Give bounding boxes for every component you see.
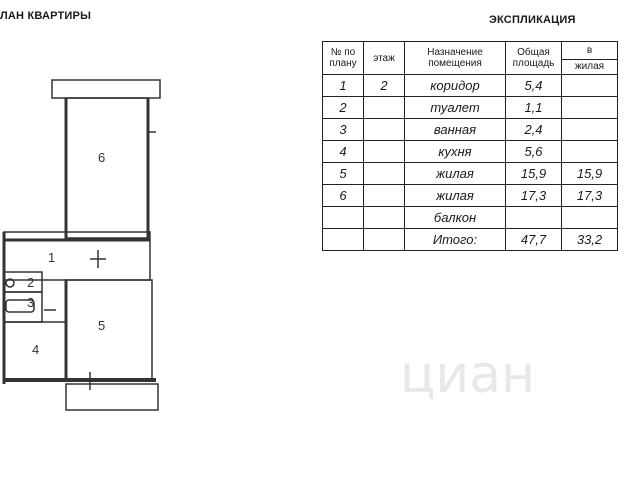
cell-num: 4	[323, 141, 364, 163]
cell-purpose: кухня	[405, 141, 506, 163]
table-row	[323, 185, 618, 207]
room-label-1: 1	[48, 250, 56, 265]
room-3-walls	[4, 292, 42, 322]
room-5-walls	[66, 280, 152, 380]
room-2-walls	[4, 272, 42, 292]
table-row	[323, 141, 618, 163]
cell-num: 2	[323, 97, 364, 119]
balcony-frame	[66, 384, 158, 410]
cell-floor	[364, 163, 405, 185]
cell-num: 1	[323, 75, 364, 97]
cell-area: 5,6	[506, 141, 562, 163]
cell-purpose: Итого:	[405, 229, 506, 251]
cell-living	[562, 119, 618, 141]
cell-num: 3	[323, 119, 364, 141]
top-window-frame	[52, 80, 160, 98]
cell-living: 33,2	[562, 229, 618, 251]
table-row	[323, 163, 618, 185]
header-subgroup: в жилая	[562, 42, 618, 75]
table-row	[323, 229, 618, 251]
header-purpose: Назначение помещения	[405, 42, 506, 75]
room-label-5: 5	[98, 318, 106, 333]
cell-area: 2,4	[506, 119, 562, 141]
cell-purpose: жилая	[405, 185, 506, 207]
header-area: Общая площадь	[506, 42, 562, 75]
room-label-4: 4	[32, 342, 40, 357]
cell-floor	[364, 97, 405, 119]
table-row	[323, 75, 618, 97]
cell-purpose: туалет	[405, 97, 506, 119]
explication-rows	[323, 75, 618, 251]
header-floor: этаж	[364, 42, 405, 75]
cell-area	[506, 207, 562, 229]
watermark: циан	[400, 345, 536, 405]
cell-num: 5	[323, 163, 364, 185]
cell-num	[323, 207, 364, 229]
table-row	[323, 207, 618, 229]
cell-living	[562, 141, 618, 163]
cell-purpose: ванная	[405, 119, 506, 141]
header-num: № по плану	[323, 42, 364, 75]
plan-title: ЛАН КВАРТИРЫ	[0, 10, 92, 22]
cell-purpose: балкон	[405, 207, 506, 229]
explication-table	[322, 41, 618, 251]
cell-area: 47,7	[506, 229, 562, 251]
cell-floor	[364, 141, 405, 163]
table-row	[323, 119, 618, 141]
cell-area: 17,3	[506, 185, 562, 207]
cell-living	[562, 97, 618, 119]
header-living: жилая	[562, 59, 617, 74]
cell-area: 15,9	[506, 163, 562, 185]
cell-num	[323, 229, 364, 251]
cell-purpose: жилая	[405, 163, 506, 185]
cell-num: 6	[323, 185, 364, 207]
cell-floor	[364, 207, 405, 229]
cell-area: 5,4	[506, 75, 562, 97]
room-6-walls	[66, 98, 148, 238]
cell-floor	[364, 119, 405, 141]
cell-floor	[364, 229, 405, 251]
cell-living	[562, 207, 618, 229]
table-row	[323, 97, 618, 119]
cell-living: 17,3	[562, 185, 618, 207]
cell-floor	[364, 185, 405, 207]
room-label-3: 3	[27, 295, 35, 310]
explication-title: ЭКСПЛИКАЦИЯ	[489, 14, 576, 26]
cell-area: 1,1	[506, 97, 562, 119]
cell-living	[562, 75, 618, 97]
room-label-6: 6	[98, 150, 106, 165]
room-label-2: 2	[27, 275, 35, 290]
cell-purpose: коридор	[405, 75, 506, 97]
cell-living: 15,9	[562, 163, 618, 185]
cell-floor: 2	[364, 75, 405, 97]
